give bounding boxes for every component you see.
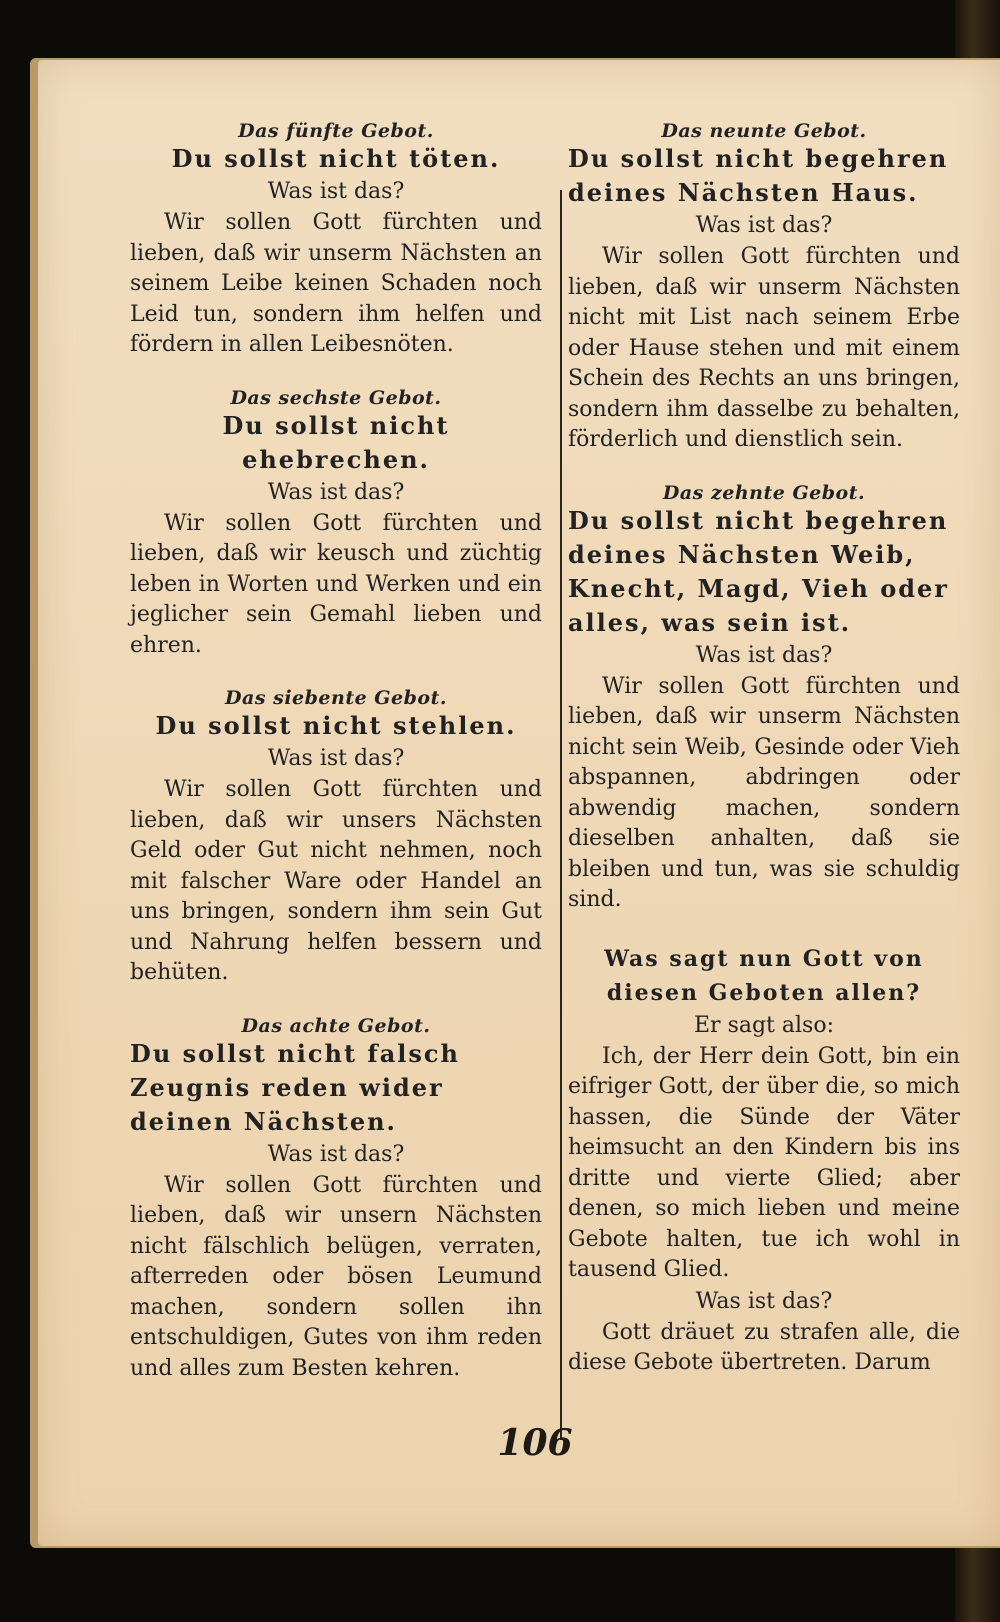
closing-question-2: Was ist das? [695, 1288, 833, 1314]
commandment-text: Du sollst nicht falsch Zeugnis reden wider deinen Nächsten. [130, 1038, 460, 1136]
explanation: Wir sollen Gott fürchten und lieben, daß wir keusch und züchtig leben in Worten und Werken und ein jeglicher sein Gemahl lieben und ehren. [130, 510, 542, 658]
commandment-text: Du sollst nicht töten. [171, 144, 501, 173]
commandment-9 [568, 120, 960, 456]
page-number: 106 [497, 1422, 573, 1464]
right-column [568, 120, 960, 1405]
commandment-heading: Das siebente Gebot. [225, 687, 447, 709]
commandment-heading: Das neunte Gebot. [661, 120, 867, 142]
question: Was ist das? [267, 179, 405, 204]
question: Was ist das? [267, 479, 405, 505]
explanation: Wir sollen Gott fürchten und lieben, daß wir unserm Nächsten an seinem Leibe keinen Schaden noch Leid tun, sondern ihm helfen und fördern in allen Leibesnöten. [130, 210, 542, 357]
question: Was ist das? [695, 213, 833, 238]
commandment-heading: Das fünfte Gebot. [238, 120, 434, 142]
commandment-text: Du sollst nicht ehebrechen. [222, 410, 450, 474]
closing-section [568, 942, 960, 1379]
closing-text-2: Gott dräuet zu strafen alle, die diese Gebote übertreten. Darum [568, 1319, 960, 1375]
explanation: Wir sollen Gott fürchten und lieben, daß wir unsern Nächsten nicht fälschlich belügen, verraten, afterreden oder bösen Leumund machen, sondern sollen ihn entschuldigen, Gutes von ihm reden und alles zum Besten kehren. [130, 1172, 542, 1381]
commandment-heading: Das zehnte Gebot. [662, 481, 866, 504]
closing-text: Ich, der Herr dein Gott, bin ein eifriger Gott, der über die, so mich hassen, die Sünde der Väter heimsucht an den Kindern bis ins dritte und vierte Glied; aber denen, so mich lieben und meine Gebote halten, tue ich wohl in tausend Glied. [568, 1043, 960, 1282]
closing-question: Was sagt nun Gott von diesen Geboten allen? [604, 945, 924, 1006]
commandment-6 [130, 387, 542, 662]
left-column [130, 120, 542, 1410]
commandment-7 [130, 687, 542, 989]
question: Was ist das? [267, 1141, 405, 1167]
column-divider [560, 190, 562, 1440]
question: Was ist das? [267, 746, 405, 771]
commandment-10 [568, 482, 960, 916]
explanation: Wir sollen Gott fürchten und lieben, daß wir unserm Nächsten nicht mit List nach seinem Erbe oder Hause stehen und mit einem Schein des Rechts an uns bringen, sondern ihm dasselbe zu behalten, förderlich und dienstlich sein. [568, 244, 960, 452]
commandment-text: Du sollst nicht stehlen. [155, 711, 517, 740]
question: Was ist das? [695, 642, 833, 668]
commandment-text: Du sollst nicht begehren deines Nächsten Weib, Knecht, Magd, Vieh oder alles, was sein ist. [568, 505, 949, 637]
closing-intro: Er sagt also: [694, 1012, 834, 1038]
explanation: Wir sollen Gott fürchten und lieben, daß wir unsers Nächsten Geld oder Gut nicht nehmen, noch mit falscher Ware oder Handel an uns bringen, sondern ihm sein Gut und Nahrung helfen bessern und behüten. [130, 777, 542, 985]
commandment-5 [130, 120, 542, 361]
explanation: Wir sollen Gott fürchten und lieben, daß wir unserm Nächsten nicht sein Weib, Gesinde oder Vieh abspannen, abdringen oder abwendig machen, sondern dieselben anhalten, daß sie bleiben und tun, was sie schuldig sind. [568, 673, 960, 912]
commandment-text: Du sollst nicht begehren deines Nächsten Haus. [568, 144, 949, 207]
commandment-heading: Das achte Gebot. [241, 1014, 431, 1037]
commandment-heading: Das sechste Gebot. [230, 386, 442, 409]
commandment-8 [130, 1015, 542, 1385]
